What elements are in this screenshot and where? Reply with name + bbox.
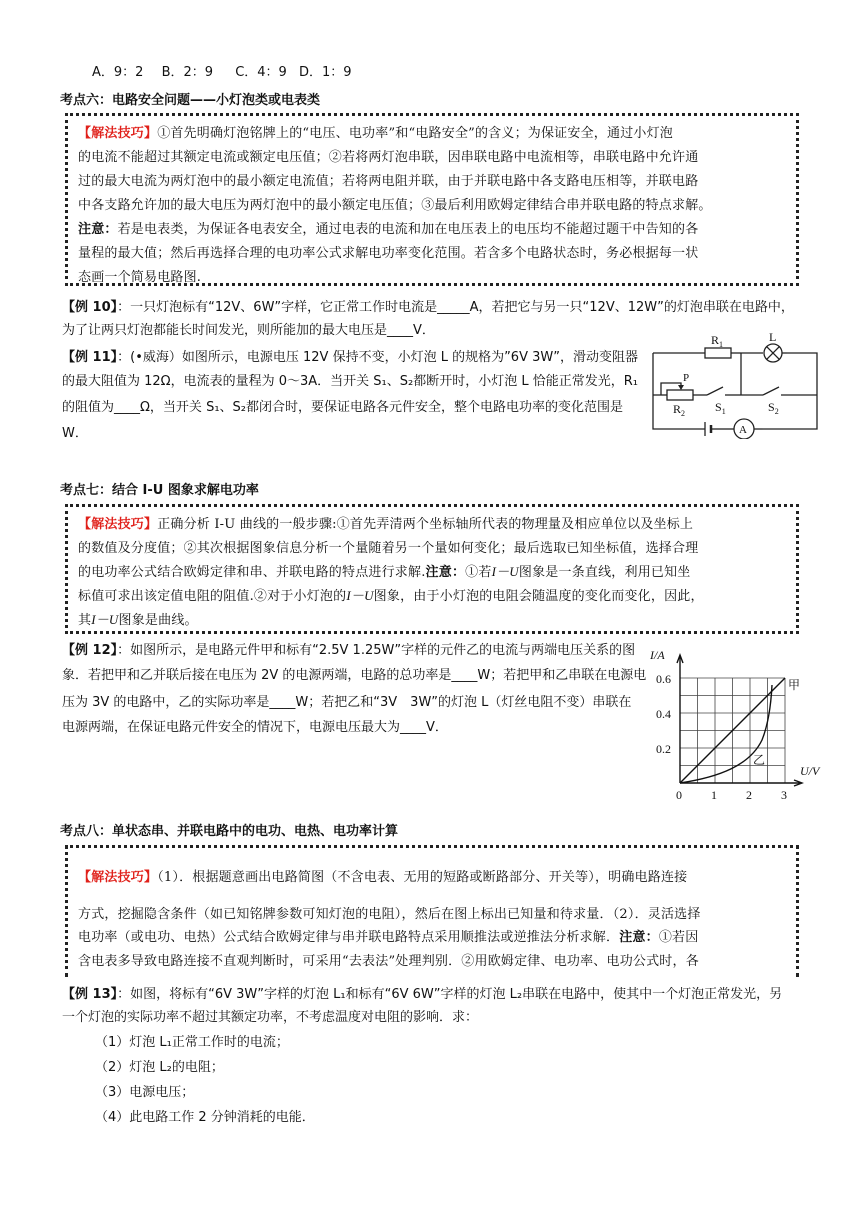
- example-text: ：(•威海）如图所示，电源电压 12V 保持不变，小灯泡 L 的规格为”6V 3W”，滑动变阻器: [117, 350, 638, 365]
- tip-text: 正确分析 I-U 曲线的一般步骤:①首先弄清两个坐标轴所代表的物理量及相应单位以及坐标上: [157, 517, 694, 532]
- note-label: 注意：: [619, 930, 659, 945]
- y-tick: 0.4: [656, 707, 671, 721]
- question-3: （3）电源电压；: [95, 1085, 195, 1100]
- label-s1-sub: 1: [721, 407, 726, 416]
- tip-text: ①若因: [658, 930, 699, 945]
- y-tick: 0.6: [656, 672, 671, 686]
- iu-symbol: I－U: [346, 588, 374, 603]
- label-slider: P: [683, 372, 690, 384]
- iu-graph: [650, 645, 830, 805]
- question-2: （2）灯泡 L₂的电阻；: [95, 1060, 224, 1075]
- example-10-line2: 为了让两只灯泡都能长时间发光，则所能加的最大电压是____V．: [62, 323, 435, 338]
- example-12-line2: 象．若把甲和乙并联后接在电压为 2V 的电源两端，电路的总功率是____W；若把甲和乙串联在电源电: [62, 668, 647, 683]
- tip-text: （1）．根据题意画出电路简图（不含电表、无用的短路或断路部分、开关等），明确电路连接: [157, 870, 688, 885]
- ammeter-symbol: A: [739, 424, 747, 436]
- label-r1: R: [711, 333, 720, 347]
- question-1: （1）灯泡 L₁正常工作时的电流；: [95, 1035, 289, 1050]
- tip-box-kp7: [65, 504, 799, 634]
- label-lamp: L: [769, 333, 777, 344]
- example-11-line4: W．: [62, 426, 88, 441]
- example-label: 【例 11】: [62, 350, 118, 365]
- tip-label: 【解法技巧】: [78, 126, 158, 141]
- example-13: [62, 984, 782, 1006]
- example-text: ：如图所示，是电路元件甲和标有“2.5V 1.25W”字样的元件乙的电流与两端电压关系的图: [117, 643, 636, 658]
- option-d[interactable]: D．1：9: [298, 65, 352, 80]
- circuit-diagram: [645, 333, 825, 439]
- example-label: 【例 12】: [62, 643, 118, 658]
- tip-text: 的电流不能超过其额定电流或额定电压值；②若将两灯泡串联，因串联电路中电流相等，串联电路中允许通: [78, 150, 699, 165]
- tip-text: ①首先明确灯泡铭牌上的“电压、电功率”和“电路安全”的含义；为保证安全，通过小灯泡: [157, 126, 673, 141]
- series-label-yi: 乙: [753, 753, 766, 767]
- svg-text:S2: [768, 400, 779, 416]
- tip-text: 其: [78, 613, 92, 628]
- tip-text: 图象，由于小灯泡的电阻会随温度的变化而变化，因此，: [373, 589, 704, 604]
- section-title-kp6: 考点六：电路安全问题——小灯泡类或电表类: [60, 93, 321, 108]
- iu-symbol: I－U: [491, 564, 519, 579]
- option-c[interactable]: C．4：9: [235, 65, 287, 80]
- iu-symbol: I－U: [91, 612, 119, 627]
- tip-text: 的电功率公式结合欧姆定律和串、并联电路的特点进行求解.: [78, 565, 426, 580]
- svg-text:R1: [711, 333, 723, 349]
- x-tick: 0: [676, 788, 682, 802]
- svg-text:S1: [715, 400, 726, 416]
- question-4: （4）此电路工作 2 分钟消耗的电能．: [95, 1110, 315, 1125]
- x-tick: 2: [746, 788, 752, 802]
- x-axis-label: U/V: [800, 764, 820, 778]
- note-label: 注意：: [425, 565, 466, 580]
- section-title-kp8: 考点八：单状态串、并联电路中的电功、电热、电功率计算: [60, 824, 399, 839]
- example-11-line2: 的最大阻值为 12Ω，电流表的量程为 0～3A．当开关 S₁、S₂都断开时，小灯泡 L 恰能正常发光，R₁: [62, 374, 638, 389]
- tip-text: 中各支路允许加的最大电压为两灯泡中的最小额定电压值；③最后利用欧姆定律结合串并联电路的特点求解。: [78, 198, 712, 213]
- example-12-line3: 压为 3V 的电路中，乙的实际功率是____W；若把乙和“3V 3W”的灯泡 L（灯丝电阻不变）串联在: [62, 695, 632, 710]
- tip-text: 图象是一条直线，利用已知坐: [518, 565, 691, 580]
- label-s2: S: [768, 400, 775, 414]
- example-13-line2: 一个灯泡的实际功率不超过其额定功率，不考虑温度对电阻的影响．求：: [62, 1010, 479, 1025]
- tip-text: 电功率（或电功、电热）公式结合欧姆定律与串并联电路特点采用顺推法或逆推法分析求解．: [78, 930, 620, 945]
- tip-text: ①若: [465, 565, 492, 580]
- tip-text: 量程的最大值；然后再选择合理的电功率公式求解电功率变化范围。若含多个电路状态时，务必根据每一状: [78, 246, 699, 261]
- option-a[interactable]: A．9：2: [92, 65, 144, 80]
- example-text: ：一只灯泡标有“12V、6W”字样，它正常工作时电流是_____A，若把它与另一只“12V、12W”的灯泡串联在电路中，: [117, 300, 794, 315]
- option-b[interactable]: B．2：9: [161, 65, 214, 80]
- answer-options: [92, 64, 352, 82]
- label-r1-sub: 1: [719, 340, 724, 349]
- label-r2: R: [673, 402, 682, 416]
- label-s2-sub: 2: [774, 407, 779, 416]
- x-tick: 3: [781, 788, 787, 802]
- example-11: [62, 347, 638, 369]
- y-tick: 0.2: [656, 742, 671, 756]
- tip-text: 含电表多导致电路连接不直观判断时，可采用“去表法”处理判别．②用欧姆定律、电功率、电功公式时，各: [78, 954, 699, 969]
- example-12-line4: 电源两端，在保证电路元件安全的情况下，电源电压最大为____V．: [62, 720, 448, 735]
- tip-text: 过的最大电流为两灯泡中的最小额定电流值；若将两电阻并联，由于并联电路中各支路电压相等，并联电路: [78, 174, 699, 189]
- tip-box-kp8: [65, 845, 799, 977]
- series-label-jia: 甲: [788, 678, 801, 692]
- label-r2-sub: 2: [681, 409, 686, 418]
- example-11-line3: 的阻值为____Ω，当开关 S₁、S₂都闭合时，要保证电路各元件安全，整个电路电功率的变化范围是: [62, 400, 623, 415]
- example-text: ：如图，将标有“6V 3W”字样的灯泡 L₁和标有“6V 6W”字样的灯泡 L₂串联在电路中，使其中一个灯泡正常发光，另: [117, 987, 783, 1002]
- example-label: 【例 13】: [62, 987, 118, 1002]
- tip-label: 【解法技巧】: [78, 870, 158, 885]
- tip-text: 标值可求出该定值电阻的阻值.②对于小灯泡的: [78, 589, 347, 604]
- label-s1: S: [715, 400, 722, 414]
- example-label: 【例 10】: [62, 300, 118, 315]
- y-axis-label: I/A: [650, 648, 665, 662]
- example-10: [62, 297, 794, 319]
- example-12: [62, 640, 635, 662]
- tip-text: 图象是曲线。: [118, 613, 198, 628]
- svg-text:R2: [673, 402, 685, 418]
- tip-text: 若是电表类，为保证各电表安全，通过电表的电流和加在电压表上的电压均不能超过题干中告知的各: [117, 222, 699, 237]
- x-tick: 1: [711, 788, 717, 802]
- tip-label: 【解法技巧】: [78, 517, 158, 532]
- tip-text: 的数值及分度值；②其次根据图象信息分析一个量随着另一个量如何变化；最后选取已知坐标值，选择合理: [78, 541, 699, 556]
- tip-box-kp6: [65, 113, 799, 286]
- tip-text: 方式，挖掘隐含条件（如已知铭牌参数可知灯泡的电阻），然后在图上标出已知量和待求量．（2）．灵活选择: [78, 907, 701, 922]
- section-title-kp7: 考点七：结合 I-U 图象求解电功率: [60, 483, 259, 498]
- tip-text: 态画一个简易电路图.: [78, 270, 202, 285]
- note-label: 注意：: [78, 222, 118, 237]
